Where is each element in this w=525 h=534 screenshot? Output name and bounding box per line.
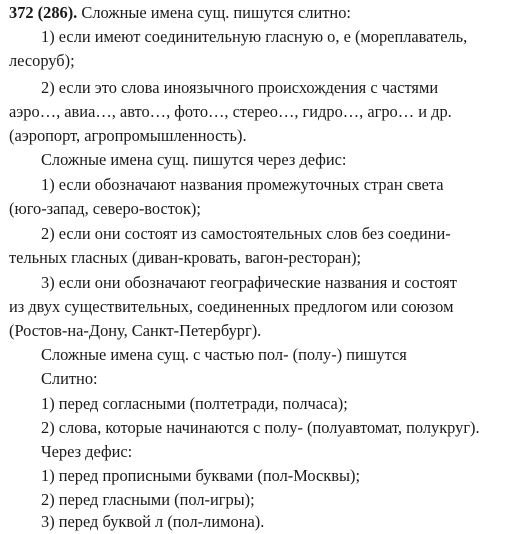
- rule3-hyphen-item3-text: 3) перед буквой л (пол-лимона).: [41, 512, 265, 531]
- rule1-item2-line3: [9, 124, 247, 148]
- rule3-together-heading: Слитно:: [41, 369, 98, 388]
- rule2-item2-text-cont: тельных гласных (диван-кровать, вагон-ресторан);: [9, 248, 362, 267]
- rule3-together-item1-text: 1) перед согласными (полтетради, полчаса);: [41, 394, 348, 413]
- rule2-item1-line2: [9, 197, 201, 221]
- rule3-hyphen-item3: [41, 510, 264, 534]
- rule2-heading-line: [41, 148, 346, 172]
- rule1-item1-text-cont: лесоруб);: [9, 51, 75, 70]
- rule2-item2-text: 2) если они состоят из самостоятельных слов без соедини-: [41, 224, 451, 243]
- rule1-item2-text-cont2: (аэропорт, агропромышленность).: [9, 126, 247, 145]
- rule3-together-heading-line: [41, 367, 98, 391]
- rule2-heading: Сложные имена сущ. пишутся через дефис:: [41, 150, 347, 169]
- rule2-item3-text-cont2: (Ростов-на-Дону, Санкт-Петербург).: [9, 321, 262, 340]
- rule3-together-item2: [41, 416, 480, 440]
- rule1-item2-text-cont: аэро…, авиа…, авто…, фото…, стерео…, гидро…, агро… и др.: [9, 102, 452, 121]
- rule1-item1-line1: [41, 25, 519, 49]
- rule3-hyphen-item2: [41, 488, 255, 512]
- rule3-hyphen-item1-text: 1) перед прописными буквами (пол-Москвы);: [41, 466, 361, 485]
- rule2-item3-line3: [9, 319, 261, 343]
- rule1-item1-line2: [9, 49, 75, 73]
- rule2-item2-line2: [9, 246, 361, 270]
- rule2-item3-line2: [9, 295, 453, 319]
- rule3-together-item1: [41, 392, 348, 416]
- rule1-item1-text: 1) если имеют соединительную гласную о, е (мореплаватель,: [41, 27, 468, 46]
- rule3-hyphen-heading-line: [41, 440, 132, 464]
- rule-heading-line: [9, 1, 351, 25]
- rule1-heading: Сложные имена сущ. пишутся слитно:: [81, 3, 351, 22]
- rule2-item1-text: 1) если обозначают названия промежуточных стран света: [41, 175, 444, 194]
- rule1-item2-line2: [9, 100, 452, 124]
- rule3-together-item2-text: 2) слова, которые начинаются с полу- (полуавтомат, полукруг).: [41, 418, 480, 437]
- exercise-number: 372 (286).: [9, 3, 82, 22]
- rule1-item2-text: 2) если это слова иноязычного происхождения с частями: [41, 78, 439, 97]
- rule2-item2-line1: [41, 222, 451, 246]
- rule2-item3-line1: [41, 271, 457, 295]
- rule2-item1-line1: [41, 173, 444, 197]
- rule3-hyphen-heading: Через дефис:: [41, 442, 133, 461]
- rule2-item1-text-cont: (юго-запад, северо-восток);: [9, 199, 201, 218]
- rule3-hyphen-item1: [41, 464, 360, 488]
- rule2-item3-text-cont: из двух существительных, соединенных предлогом или союзом: [9, 297, 454, 316]
- rule3-hyphen-item2-text: 2) перед гласными (пол-игры);: [41, 490, 255, 509]
- rule3-heading: Сложные имена сущ. с частью пол- (полу-) пишутся: [41, 345, 407, 364]
- rule1-item2-line1: [41, 76, 438, 100]
- rule3-heading-line: [41, 343, 407, 367]
- rule2-item3-text: 3) если они обозначают географические названия и состоят: [41, 273, 457, 292]
